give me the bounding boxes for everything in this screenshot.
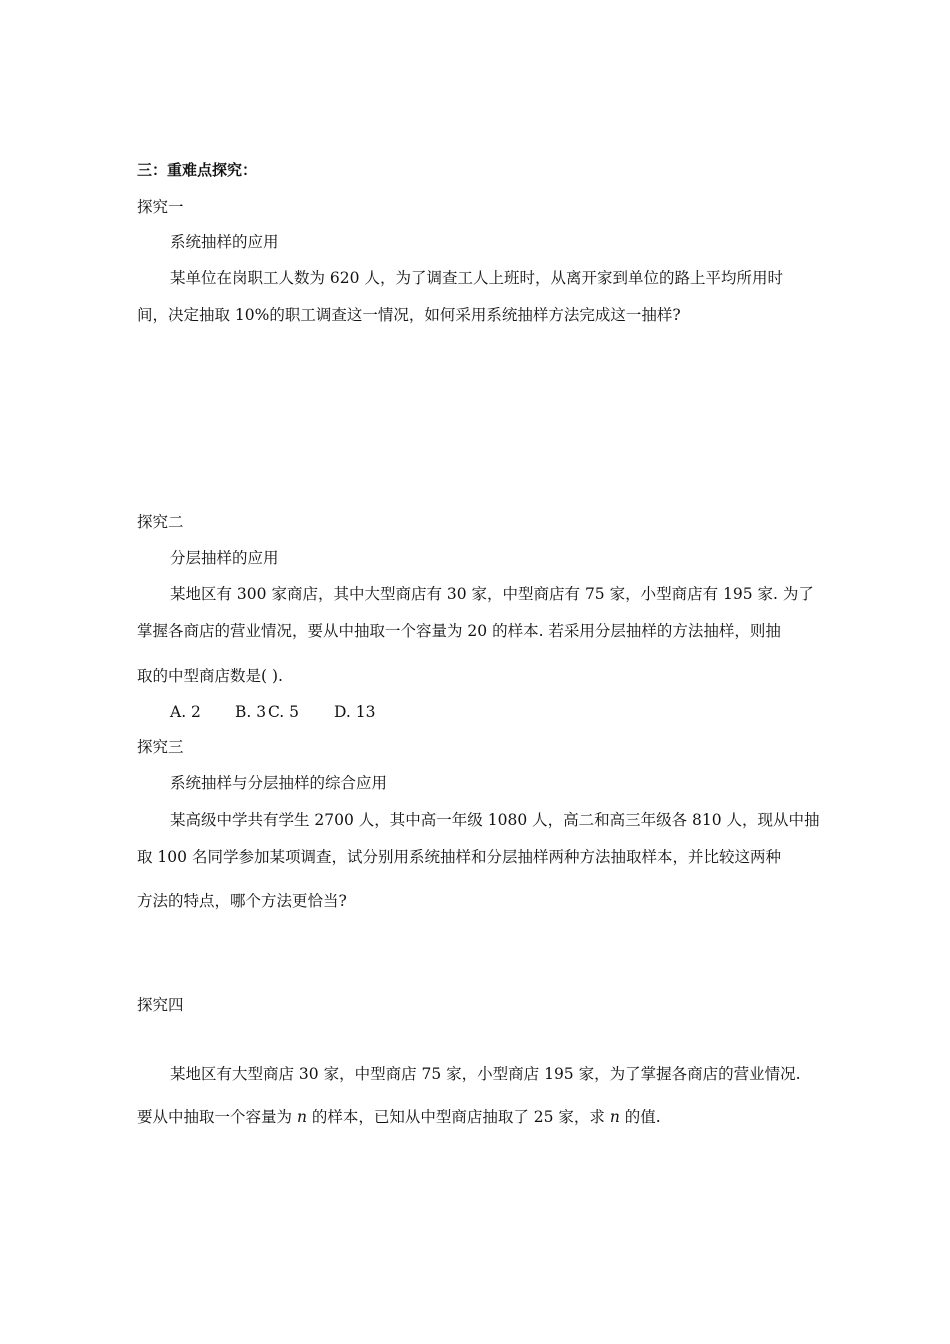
explore4-line2-part-b: 的样本，已知从中型商店抽取了 25 家，求 <box>306 1108 610 1126</box>
option-a: A. 2 <box>170 703 201 721</box>
explore3-problem-line2: 取 100 名同学参加某项调查，试分别用系统抽样和分层抽样两种方法抽取样本，并比较这两种 <box>137 848 781 866</box>
explore2-problem-line1: 某地区有 300 家商店，其中大型商店有 30 家，中型商店有 75 家，小型商店有 195 家. 为了 <box>170 585 814 603</box>
explore3-problem-line3: 方法的特点，哪个方法更恰当? <box>137 892 347 910</box>
explore3-problem-line1: 某高级中学共有学生 2700 人，其中高一年级 1080 人，高二和高三年级各 810 人，现从中抽 <box>170 811 820 829</box>
explore2-options <box>170 702 375 722</box>
option-b: B. 3 <box>235 703 267 721</box>
explore2-topic: 分层抽样的应用 <box>170 549 279 567</box>
explore2-title: 探究二 <box>137 513 184 531</box>
explore4-title: 探究四 <box>137 996 184 1014</box>
variable-n: n <box>296 1108 307 1126</box>
explore4-problem-line2 <box>137 1107 661 1127</box>
explore1-topic: 系统抽样的应用 <box>170 233 279 251</box>
explore1-problem-line2: 间，决定抽取 10%的职工调查这一情况，如何采用系统抽样方法完成这一抽样? <box>137 306 681 324</box>
section-heading: 三：重难点探究： <box>137 161 258 179</box>
option-c: C. 5 <box>268 703 300 721</box>
explore4-problem-line1: 某地区有大型商店 30 家，中型商店 75 家，小型商店 195 家，为了掌握各商店的营业情况. <box>170 1065 801 1083</box>
option-d: D. 13 <box>334 703 376 721</box>
explore4-line2-part-a: 要从中抽取一个容量为 <box>137 1108 297 1126</box>
explore3-title: 探究三 <box>137 738 184 756</box>
explore3-topic: 系统抽样与分层抽样的综合应用 <box>170 774 388 792</box>
explore2-problem-line3: 取的中型商店数是( ). <box>137 667 283 685</box>
explore1-problem-line1: 某单位在岗职工人数为 620 人，为了调查工人上班时，从离开家到单位的路上平均所用时 <box>170 269 783 287</box>
explore4-line2-part-c: 的值. <box>619 1108 661 1126</box>
explore2-problem-line2: 掌握各商店的营业情况，要从中抽取一个容量为 20 的样本. 若采用分层抽样的方法抽样，则抽 <box>137 622 781 640</box>
variable-n-2: n <box>609 1108 620 1126</box>
explore1-title: 探究一 <box>137 198 184 216</box>
